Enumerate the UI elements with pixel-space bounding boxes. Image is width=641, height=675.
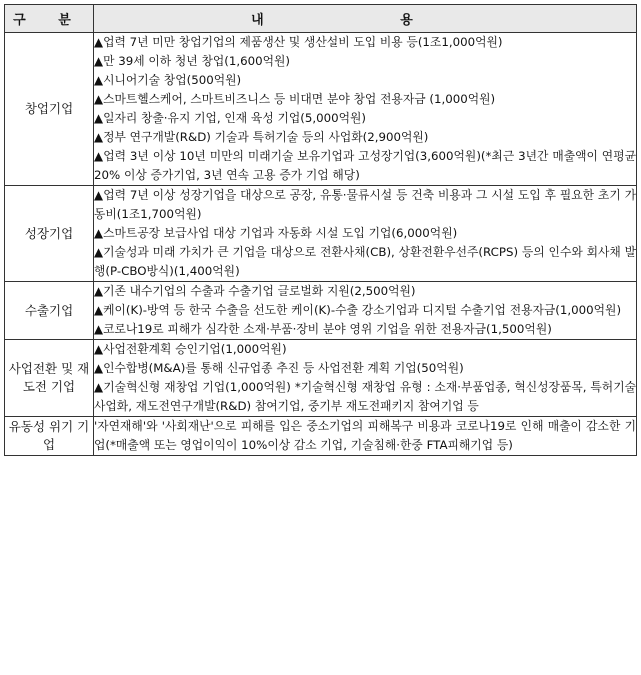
list-item: ▲인수합병(M&A)를 통해 신규업종 추진 등 사업전환 계획 기업(50억원) xyxy=(94,361,464,375)
list-item: ▲업력 7년 이상 성장기업을 대상으로 공장, 유통·물류시설 등 건축 비용과 그 시설 도입 후 필요한 초기 가동비(1조1,700억원) xyxy=(94,188,636,221)
row-content xyxy=(94,33,637,186)
list-item: ▲시니어기술 창업(500억원) xyxy=(94,73,242,87)
list-item: ▲일자리 창출·유지 기업, 인재 육성 기업(5,000억원) xyxy=(94,111,367,125)
row-content xyxy=(94,282,637,340)
header-row xyxy=(5,5,637,33)
funding-table xyxy=(4,4,637,456)
list-item: ▲코로나19로 피해가 심각한 소재·부품·장비 분야 영위 기업을 위한 전용자금(1,500억원) xyxy=(94,322,552,336)
table-row xyxy=(5,186,637,282)
table-row xyxy=(5,417,637,456)
list-item: ▲스마트헬스케어, 스마트비즈니스 등 비대면 분야 창업 전용자금 (1,000억원) xyxy=(94,92,496,106)
list-item: ▲기술혁신형 재창업 기업(1,000억원) *기술혁신형 재창업 유형 : 소재·부품업종, 혁신성장품목, 특허기술사업화, 재도전연구개발(R&D) 참여기업, 중기부 재도전패키지 참여기업 등 xyxy=(94,380,636,413)
list-item: ▲케이(K)-방역 등 한국 수출을 선도한 케이(K)-수출 강소기업과 디지털 수출기업 전용자금(1,000억원) xyxy=(94,303,622,317)
list-item: ▲기술성과 미래 가치가 큰 기업을 대상으로 전환사채(CB), 상환전환우선주(RCPS) 등의 인수와 회사채 발행(P-CBO방식)(1,400억원) xyxy=(94,245,636,278)
list-item: ▲업력 3년 이상 10년 미만의 미래기술 보유기업과 고성장기업(3,600억원)(*최근 3년간 매출액이 연평균 20% 이상 증가기업, 3년 연속 고용 증가 기업 해당) xyxy=(94,149,636,182)
row-category: 성장기업 xyxy=(5,186,94,282)
list-item: ▲기존 내수기업의 수출과 수출기업 글로벌화 지원(2,500억원) xyxy=(94,284,416,298)
list-item: ▲정부 연구개발(R&D) 기술과 특허기술 등의 사업화(2,900억원) xyxy=(94,130,429,144)
header-category: 구 분 xyxy=(5,5,94,33)
row-category: 창업기업 xyxy=(5,33,94,186)
row-content xyxy=(94,186,637,282)
row-category: 사업전환 및 재도전 기업 xyxy=(5,340,94,417)
table-row xyxy=(5,282,637,340)
header-content: 내 용 xyxy=(94,5,637,33)
list-item: ▲업력 7년 미만 창업기업의 제품생산 및 생산설비 도입 비용 등(1조1,000억원) xyxy=(94,35,503,49)
row-content xyxy=(94,340,637,417)
table-row xyxy=(5,340,637,417)
list-item: ▲사업전환계획 승인기업(1,000억원) xyxy=(94,342,287,356)
row-category: 유동성 위기 기업 xyxy=(5,417,94,456)
table-row xyxy=(5,33,637,186)
row-category: 수출기업 xyxy=(5,282,94,340)
list-item: ▲스마트공장 보급사업 대상 기업과 자동화 시설 도입 기업(6,000억원) xyxy=(94,226,458,240)
row-content xyxy=(94,417,637,456)
list-item: ▲만 39세 이하 청년 창업(1,600억원) xyxy=(94,54,291,68)
list-item: '자연재해'와 '사회재난'으로 피해를 입은 중소기업의 피해복구 비용과 코로나19로 인해 매출이 감소한 기업(*매출액 또는 영업이익이 10%이상 감소 기업, 기술침해·한중 FTA피해기업 등) xyxy=(94,419,636,452)
